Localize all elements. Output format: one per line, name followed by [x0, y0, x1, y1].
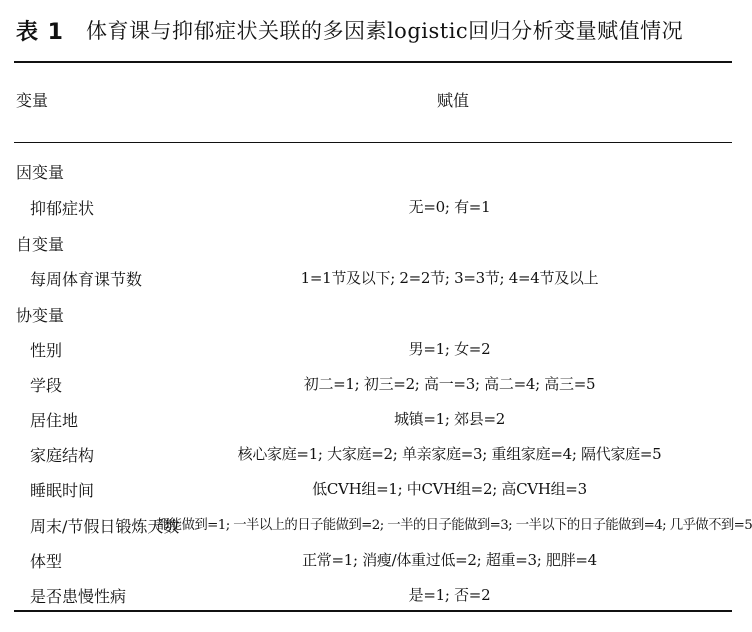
row-label: 性别: [30, 341, 63, 360]
table-row: [0, 542, 752, 578]
table-row: [0, 331, 752, 367]
header-rule: [14, 142, 732, 143]
table-row: [0, 401, 752, 437]
header-assignment: 赋值: [437, 91, 470, 110]
row-value: 城镇=1; 郊县=2: [393, 410, 506, 428]
row-value: 正常=1; 消瘦/体重过低=2; 超重=3; 肥胖=4: [302, 551, 597, 569]
table-caption: [16, 12, 741, 48]
table-row: [0, 507, 752, 543]
row-label: 家庭结构: [30, 446, 95, 465]
row-label: 自变量: [16, 235, 65, 254]
table-row-group: [0, 153, 752, 189]
table-row: [0, 366, 752, 402]
row-label: 居住地: [30, 411, 79, 430]
row-label: 抑郁症状: [30, 199, 95, 218]
table-row: [0, 260, 752, 296]
table-title: 体育课与抑郁症状关联的多因素logistic回归分析变量赋值情况: [85, 19, 684, 43]
row-value: 男=1; 女=2: [408, 340, 491, 358]
row-value: 初二=1; 初三=2; 高一=3; 高二=4; 高三=5: [303, 375, 596, 393]
row-label: 体型: [30, 552, 63, 571]
row-label: 周末/节假日锻炼天数: [30, 517, 180, 536]
table-row-group: [0, 225, 752, 261]
header-variable: 变量: [16, 91, 49, 110]
row-label: 睡眠时间: [30, 481, 95, 500]
table-number: 表 1: [16, 19, 64, 45]
row-label: 是否患慢性病: [30, 587, 127, 606]
row-value: 核心家庭=1; 大家庭=2; 单亲家庭=3; 重组家庭=4; 隔代家庭=5: [237, 445, 662, 463]
row-label: 协变量: [16, 306, 65, 325]
row-value: 都能做到=1; 一半以上的日子能做到=2; 一半的日子能做到=3; 一半以下的日子能做到=4; 几乎做不到=5: [156, 518, 752, 533]
row-value: 无=0; 有=1: [408, 198, 491, 216]
bottom-rule: [14, 610, 732, 612]
table-row: [0, 436, 752, 472]
row-value: 1=1节及以下; 2=2节; 3=3节; 4=4节及以上: [300, 269, 599, 287]
table-row-group: [0, 296, 752, 332]
row-label: 学段: [30, 376, 63, 395]
table-row: [0, 471, 752, 507]
row-value: 低CVH组=1; 中CVH组=2; 高CVH组=3: [312, 480, 587, 498]
table-row: [0, 189, 752, 225]
table-row: [0, 577, 752, 613]
row-label: 因变量: [16, 163, 65, 182]
row-label: 每周体育课节数: [30, 270, 143, 289]
top-rule: [14, 61, 732, 63]
row-value: 是=1; 否=2: [408, 586, 491, 604]
